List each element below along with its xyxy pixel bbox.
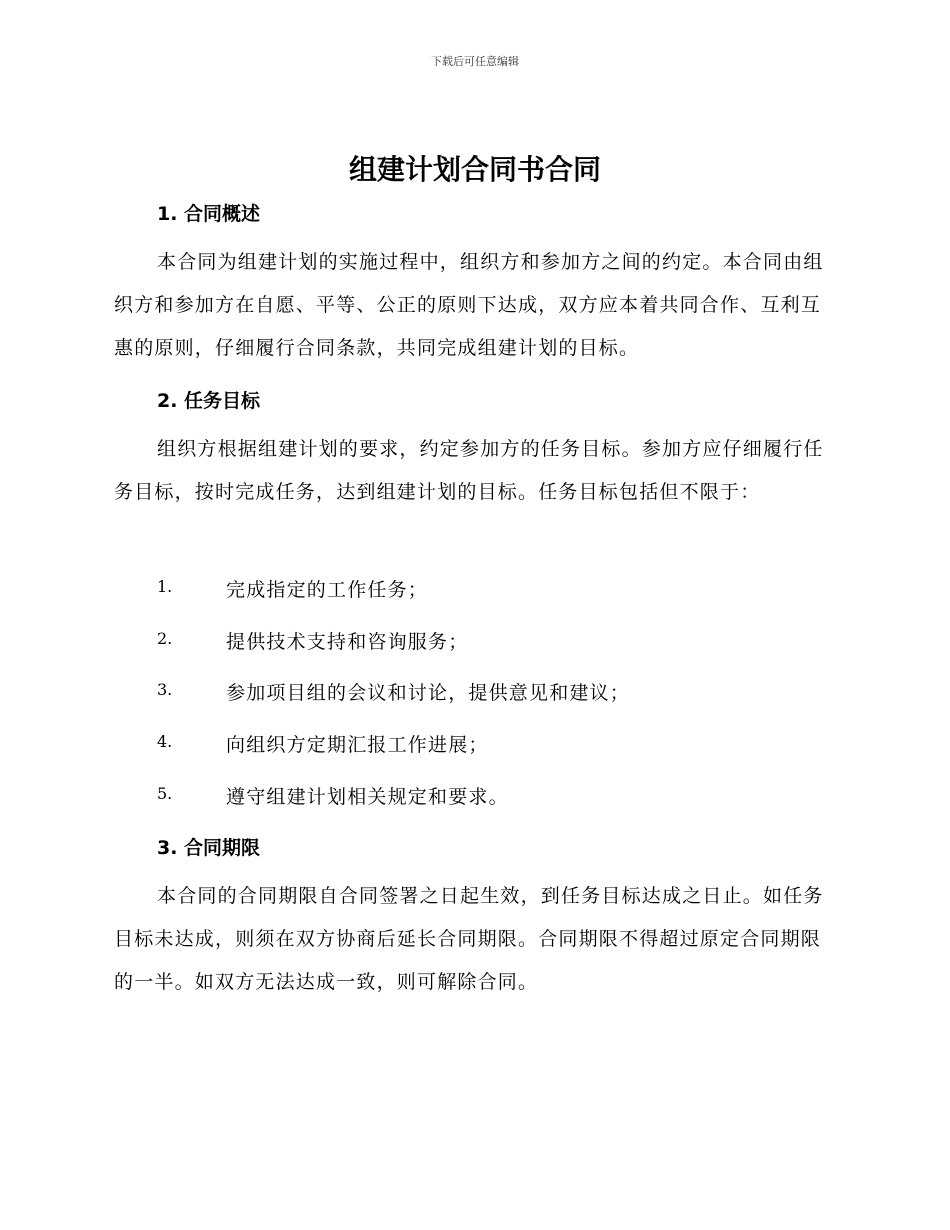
list-item-text: 完成指定的工作任务； [226, 579, 429, 601]
list-item [157, 782, 837, 812]
list-item-text: 参加项目组的会议和讨论，提供意见和建议； [226, 682, 631, 704]
list-item-number: 3. [157, 680, 173, 699]
list-item-text: 遵守组建计划相关规定和要求。 [226, 786, 509, 808]
list-item [157, 575, 837, 605]
section-paragraph-term: 本合同的合同期限自合同签署之日起生效，到任务目标达成之日止。如任务目标未达成，则须在双方协商后延长合同期限。合同期限不得超过原定合同期限的一半。如双方无法达成一致，则可解除合同。 [114, 885, 824, 993]
section-paragraph-tasks: 组织方根据组建计划的要求，约定参加方的任务目标。参加方应仔细履行任务目标，按时完成任务，达到组建计划的目标。任务目标包括但不限于： [114, 438, 824, 503]
list-item [157, 678, 837, 708]
section-heading-tasks: 2. 任务目标 [157, 390, 261, 412]
list-item [157, 730, 837, 760]
list-item-number: 1. [157, 577, 173, 596]
section-heading-term: 3. 合同期限 [157, 837, 261, 859]
list-item [157, 627, 837, 657]
list-item-text: 提供技术支持和咨询服务； [226, 631, 469, 653]
list-item-number: 4. [157, 732, 173, 751]
list-item-number: 2. [157, 629, 173, 648]
document-title: 组建计划合同书合同 [348, 153, 601, 186]
section-paragraph-overview: 本合同为组建计划的实施过程中，组织方和参加方之间的约定。本合同由组织方和参加方在自愿、平等、公正的原则下达成，双方应本着共同合作、互利互惠的原则，仔细履行合同条款，共同完成组建计划的目标。 [114, 251, 824, 359]
list-item-text: 向组织方定期汇报工作进展； [226, 734, 489, 756]
list-item-number: 5. [157, 784, 173, 803]
header-note: 下载后可任意编辑 [431, 55, 519, 68]
section-heading-overview: 1. 合同概述 [157, 203, 261, 225]
